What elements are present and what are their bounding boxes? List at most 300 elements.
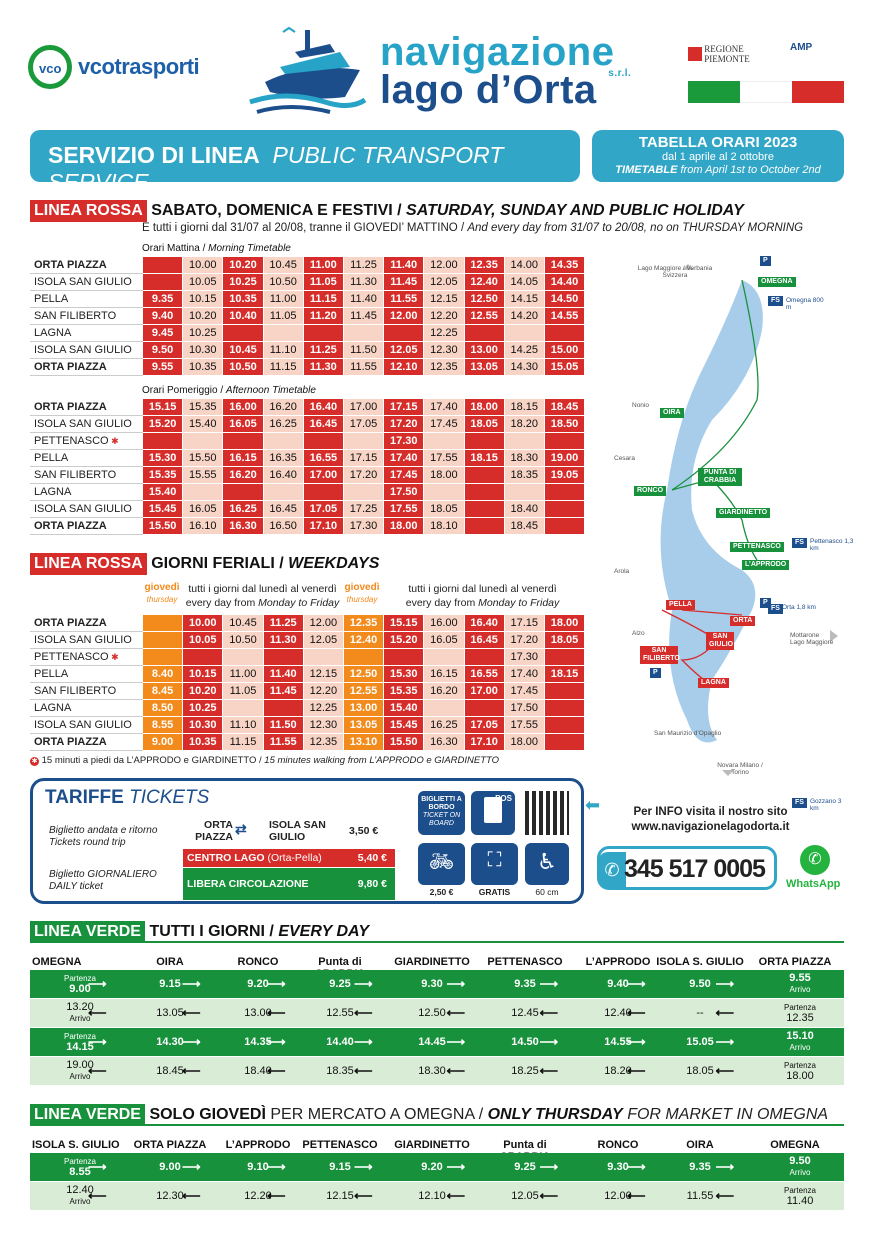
map-sanmaurizio: San Maurizio d’Opaglio [654,730,722,737]
timetable-row [31,484,585,501]
departure-time [143,257,183,274]
stop-name: SAN FILIBERTO [31,308,143,325]
verde-stop-header: OIRA [156,956,184,968]
map-orta: ORTA [730,616,755,626]
departure-time: 18.35 [504,467,544,484]
departure-time: 17.15 [343,450,383,467]
map-crabbia: PUNTA DI CRABBIA [698,468,742,486]
afternoon-label-en: Afternoon Timetable [225,385,316,396]
departure-time [384,325,424,342]
departure-time: 17.45 [504,683,544,700]
rossa2-header [30,553,379,575]
departure-time: 16.55 [464,666,504,683]
timetable-title: TABELLA ORARI 2023 [638,134,798,151]
map-fs-omegna: FS [768,296,783,306]
info-line1: Per INFO visita il nostro sito [633,806,788,818]
arrow-right-icon: ⟶ [182,1159,201,1174]
departure-time: 12.55 [464,308,504,325]
departure-time: 17.55 [504,717,544,734]
tariffe-title-bold: TARIFFE [45,787,124,808]
departure-time: 15.50 [384,734,424,751]
map-pella: PELLA [666,600,695,610]
arrow-left-icon: ⟵ [267,1005,286,1020]
verde-stop-header: OMEGNA [770,1139,820,1151]
departure-time: 15.45 [143,501,183,518]
star-icon: ✱ [108,652,119,662]
departure-time: 14.40 [544,274,584,291]
wheelchair-size: 60 cm [535,887,559,897]
departure-time: 11.40 [343,291,383,308]
departure-time: 10.05 [183,274,223,291]
departure-time [544,433,584,450]
timetable-row [31,274,585,291]
arrow-left-icon: ⟵ [267,1063,286,1078]
arrow-left-icon: ⟵ [715,1005,735,1020]
daily-en: DAILY ticket [49,881,103,892]
departure-time: 12.20 [303,683,343,700]
departure-time [303,325,343,342]
map-parking-sanfiliberto: P [650,668,661,678]
departure-time: 10.00 [183,257,223,274]
departure-time: 8.55 [143,717,183,734]
departure-time: 11.25 [303,342,343,359]
stop-name: LAGNA [31,700,143,717]
phone-box[interactable] [597,846,777,890]
departure-time [303,649,343,666]
timetable-row [31,342,585,359]
verde-stop-header: RONCO [597,1139,639,1151]
departure-time: 15.30 [143,450,183,467]
departure-time: 18.50 [544,416,584,433]
timetable-row [31,325,585,342]
departure-time: 13.00 [464,342,504,359]
departure-time [464,501,504,518]
departure-time: 9.35 [143,291,183,308]
arrow-right-icon: ⟶ [446,976,466,991]
verde-time: 9.20 [421,1160,443,1173]
stop-name: PETTENASCO ✱ [31,649,143,666]
departure-time [303,433,343,450]
departure-time: 14.35 [544,257,584,274]
departure-time: 12.35 [424,359,464,376]
departure-time [143,274,183,291]
departure-time [544,649,584,666]
verde-time: 18.20 [604,1064,632,1077]
timetable-row [31,501,585,518]
departure-time [544,325,584,342]
verde-time: 15.10 [786,1030,814,1042]
verde1-header [30,921,369,943]
departure-time: 17.10 [464,734,504,751]
verde-time: 12.55 [326,1006,354,1019]
departure-time [544,700,584,717]
info-site[interactable]: www.navigazionelagodorta.it [631,821,790,833]
stroller-price: GRATIS [478,887,511,897]
departure-time: 12.25 [424,325,464,342]
departure-time: 17.40 [424,399,464,416]
arrow-right-icon: ⟶ [627,976,646,991]
departure-time: 16.25 [263,416,303,433]
timetable-row [31,359,585,376]
departure-time [143,433,183,450]
departure-time: 11.55 [343,359,383,376]
departure-time: 10.45 [223,342,263,359]
departure-time [263,484,303,501]
vco-name-b: trasporti [114,54,200,79]
departure-time: 16.20 [424,683,464,700]
afternoon-timetable [30,398,585,535]
verde-time: 9.15 [329,1160,351,1173]
verde-time-cell [765,1156,835,1178]
arrow-right-icon: ⟶ [88,1034,107,1049]
departure-time: 17.50 [384,484,424,501]
departure-time [464,325,504,342]
departure-time: 10.20 [183,308,223,325]
departure-time: 15.55 [183,467,223,484]
verde-time: 12.15 [326,1189,354,1202]
timetable-row [31,450,585,467]
verde-time: 18.45 [156,1064,184,1077]
arrow-right-icon: ⟶ [715,1159,735,1174]
verde-stop-header: ISOLA S. GIULIO [656,956,744,968]
map-fs-orta: FS [768,604,783,614]
verde-time: 9.55 [789,972,811,984]
stop-name: SAN FILIBERTO [31,467,143,484]
departure-time: 10.45 [223,615,263,632]
departure-time: 12.35 [343,615,383,632]
departure-time: 16.15 [223,450,263,467]
arrow-left-icon: ⟵ [182,1188,201,1203]
departure-time: 12.15 [303,666,343,683]
rossa1-sub: E tutti i giorni dal 31/07 al 20/08, tranne il GIOVEDI’ MATTINO / [142,222,465,234]
arrow-left-icon: ⟵ [627,1005,646,1020]
verde-time: 12.00 [604,1189,632,1202]
morning-label-en: Morning Timetable [208,243,291,254]
departure-time: 17.15 [504,615,544,632]
departure-time: 17.45 [384,467,424,484]
departure-time [223,649,263,666]
arrow-left-icon: ⟵ [715,1188,735,1203]
departure-time: 16.40 [464,615,504,632]
departure-time: 16.45 [464,632,504,649]
departure-time: 14.25 [504,342,544,359]
departure-time: 14.50 [544,291,584,308]
departure-time [504,325,544,342]
departure-time: 10.25 [183,700,223,717]
verde-time: 9.20 [247,977,269,990]
departure-time: 17.15 [384,399,424,416]
verde-time: 9.15 [159,977,181,990]
brand-title-line2 [380,68,631,113]
timetable-row [31,433,585,450]
departure-time: 17.00 [303,467,343,484]
flag-white [740,81,792,103]
departure-time: 12.05 [384,342,424,359]
everyday-label-1 [185,582,340,610]
departure-time: 17.10 [303,518,343,535]
departure-time: 11.25 [343,257,383,274]
verde-stop-header: Punta di [503,1139,547,1151]
map-top: Lago Maggiore / Verbania Svizzera [637,265,713,279]
stop-name: ORTA PIAZZA [31,518,143,535]
departure-time: 9.55 [143,359,183,376]
departure-time: 16.20 [263,399,303,416]
tariffe-title-en: TICKETS [129,787,210,808]
departure-time: 10.50 [263,274,303,291]
departure-time [544,501,584,518]
map-omegna: OMEGNA [758,277,796,287]
verde-time: 12.05 [511,1189,539,1202]
departure-time: 18.10 [424,518,464,535]
departure-time: 11.40 [263,666,303,683]
departure-time: 14.00 [504,257,544,274]
departure-time: 16.00 [223,399,263,416]
board-en: TICKET ON BOARD [422,812,461,827]
arrow-left-icon: ⬅ [585,795,601,815]
timetable-row [31,615,585,632]
phone-number: 345 517 0005 [624,855,765,883]
departure-time: 9.40 [143,308,183,325]
departure-time: 17.05 [343,416,383,433]
regione-text: REGIONE PIEMONTE [704,44,750,64]
departure-time: 18.45 [544,399,584,416]
verde-stop-header: PETTENASCO [487,956,563,968]
verde-time: 9.25 [514,1160,536,1173]
departure-time: 16.30 [223,518,263,535]
departure-time: 18.05 [424,501,464,518]
arrow-right-icon: ⟶ [354,1159,373,1174]
walking-note [30,755,499,766]
departure-time: 17.40 [384,450,424,467]
departure-time: 18.15 [504,399,544,416]
departure-time: 9.00 [143,734,183,751]
arrow-left-icon: ⟵ [182,1005,201,1020]
verde-time: 9.25 [329,977,351,990]
departure-time: 8.45 [143,683,183,700]
departure-time: 16.40 [303,399,343,416]
verde-row [30,1028,844,1056]
departure-time [504,484,544,501]
departure-time [464,467,504,484]
departure-time: 12.40 [464,274,504,291]
brand-line2-text: lago d’Orta [380,68,597,112]
stop-name: PELLA [31,450,143,467]
departure-time: 17.40 [504,666,544,683]
round-trip-label [49,825,157,849]
service-banner [30,130,580,195]
verde-time-cell [765,1002,835,1024]
stop-name: ORTA PIAZZA [31,359,143,376]
departure-time: 15.20 [384,632,424,649]
arrow-left-icon: ⟵ [88,1005,107,1020]
verde-time: 13.00 [244,1006,272,1019]
departure-time [424,484,464,501]
departure-time: 18.45 [504,518,544,535]
departure-time [544,734,584,751]
departure-time [223,325,263,342]
departure-time: 10.35 [223,291,263,308]
arrow-left-icon: ⟵ [354,1188,373,1203]
everyday-it-1: tutti i giorni dal lunedì al venerdì [188,583,337,595]
stop-name: LAGNA [31,484,143,501]
arrow-right-icon: ⟶ [88,1159,107,1174]
verde2-header [30,1104,828,1126]
departure-time: 16.35 [263,450,303,467]
arrow-right-icon: ⟶ [267,1159,286,1174]
departure-time [424,433,464,450]
departure-time: 12.40 [343,632,383,649]
departure-time: 15.45 [384,717,424,734]
departure-time: 10.25 [223,274,263,291]
verde-stop-header: L’APPRODO [585,956,651,968]
timetable-row [31,308,585,325]
verde1-tag: LINEA VERDE [30,921,145,943]
arrow-left-icon: ⟵ [446,1188,466,1203]
morning-label-text: Orari Mattina / [142,243,206,254]
departure-time: 14.20 [504,308,544,325]
bike-price: 2,50 € [429,887,454,897]
arrow-right-icon: ⟶ [539,976,559,991]
brand-suffix: s.r.l. [608,68,632,79]
departure-time: 17.05 [464,717,504,734]
departure-time [464,700,504,717]
departure-time: 16.25 [223,501,263,518]
timetable-dates-en: from April 1st to October 2nd [680,164,821,176]
departure-time: 11.20 [303,308,343,325]
departure-time [464,649,504,666]
departure-time: 17.55 [424,450,464,467]
departure-time: 8.40 [143,666,183,683]
departure-time: 17.55 [384,501,424,518]
departure-time: 9.45 [143,325,183,342]
verde-start-label: Arrivo [69,1014,91,1023]
stop-name: ORTA PIAZZA [31,399,143,416]
rossa1-tag: LINEA ROSSA [30,200,147,222]
verde-time: 14.50 [511,1035,539,1048]
price-daily: 9,80 € [357,878,387,890]
departure-time [183,484,223,501]
verde-time: 15.05 [686,1035,714,1048]
departure-time: 15.50 [143,518,183,535]
departure-time [263,700,303,717]
map-parking-omegna: P [760,256,771,266]
arrow-right-icon: ⟶ [715,976,735,991]
departure-time: 10.50 [223,359,263,376]
map-giardinetto: GIARDINETTO [716,508,770,518]
stop-name: PELLA [31,291,143,308]
departure-time: 10.35 [183,734,223,751]
departure-time: 16.45 [263,501,303,518]
verde-row [30,970,844,998]
departure-time [263,649,303,666]
departure-time [343,649,383,666]
stop-name: ORTA PIAZZA [31,615,143,632]
departure-time: 11.25 [263,615,303,632]
departure-time: 17.25 [343,501,383,518]
verde-time: 9.50 [789,1155,811,1167]
verde-stop-header: GIARDINETTO [394,956,470,968]
departure-time [424,700,464,717]
departure-time: 15.40 [384,700,424,717]
arrow-left-icon: ⟵ [88,1188,107,1203]
departure-time [183,433,223,450]
verde-stop-header: RONCO [237,956,279,968]
departure-time: 11.10 [263,342,303,359]
everyday-en-a-2: every day from [405,597,476,609]
departure-time [143,632,183,649]
regione-piemonte-logo [688,44,758,68]
departure-time: 12.25 [303,700,343,717]
departure-time: 18.20 [504,416,544,433]
morning-label [142,243,291,254]
timetable-row [31,416,585,433]
departure-time [504,433,544,450]
brand-title-line1: navigazione [380,30,615,74]
map-oira: OIRA [660,408,684,418]
timetable-row [31,467,585,484]
verde-stop-header: L’APPRODO [225,1139,291,1151]
departure-time: 10.25 [183,325,223,342]
map-pettenasco: PETTENASCO [730,542,784,552]
departure-time: 11.00 [303,257,343,274]
verde-time: 18.05 [686,1064,714,1077]
departure-time: 12.15 [424,291,464,308]
departure-time: 12.00 [303,615,343,632]
pos-badge [471,791,515,835]
whatsapp-icon[interactable]: ✆ [800,845,830,875]
verde-time: 11.40 [786,1195,814,1207]
verde2-title-en2: FOR MARKET IN OMEGNA [627,1106,829,1123]
departure-time: 16.15 [424,666,464,683]
departure-time: 10.30 [183,717,223,734]
verde-row [30,999,844,1027]
arrow-left-icon: ⟵ [354,1005,373,1020]
timetable-row [31,518,585,535]
verde-stop-header: ISOLA S. GIULIO [32,1139,120,1151]
departure-time: 11.05 [303,274,343,291]
verde-row [30,1182,844,1210]
departure-time: 9.50 [143,342,183,359]
qr-code-icon [525,791,569,835]
departure-time: 11.15 [263,359,303,376]
departure-time: 17.50 [504,700,544,717]
map-pett-fs: Pettenasco 1,3 km [810,538,854,552]
stop-name: ISOLA SAN GIULIO [31,342,143,359]
arrow-right-icon: ⟶ [182,976,201,991]
flag-red [792,81,844,103]
timetable-row [31,717,585,734]
everyday-en-b-2: Monday to Friday [478,597,560,609]
verde-time: 14.30 [156,1035,184,1048]
arrow-right-icon: ⟶ [354,1034,373,1049]
departure-time: 16.00 [424,615,464,632]
departure-time: 15.40 [143,484,183,501]
rossa1-subtitle [142,222,803,234]
verde-time: 19.00 [66,1059,94,1071]
verde-time: -- [696,1006,704,1019]
departure-time: 15.35 [384,683,424,700]
departure-time: 12.50 [464,291,504,308]
departure-time: 11.10 [223,717,263,734]
departure-time: 8.50 [143,700,183,717]
verde-start-label: Partenza [63,1157,97,1166]
rossa2-tag: LINEA ROSSA [30,553,147,575]
departure-time: 15.35 [143,467,183,484]
round-trip-it: Biglietto andata e ritorno [49,825,158,836]
departure-time [464,484,504,501]
departure-time: 12.30 [424,342,464,359]
departure-time [223,484,263,501]
